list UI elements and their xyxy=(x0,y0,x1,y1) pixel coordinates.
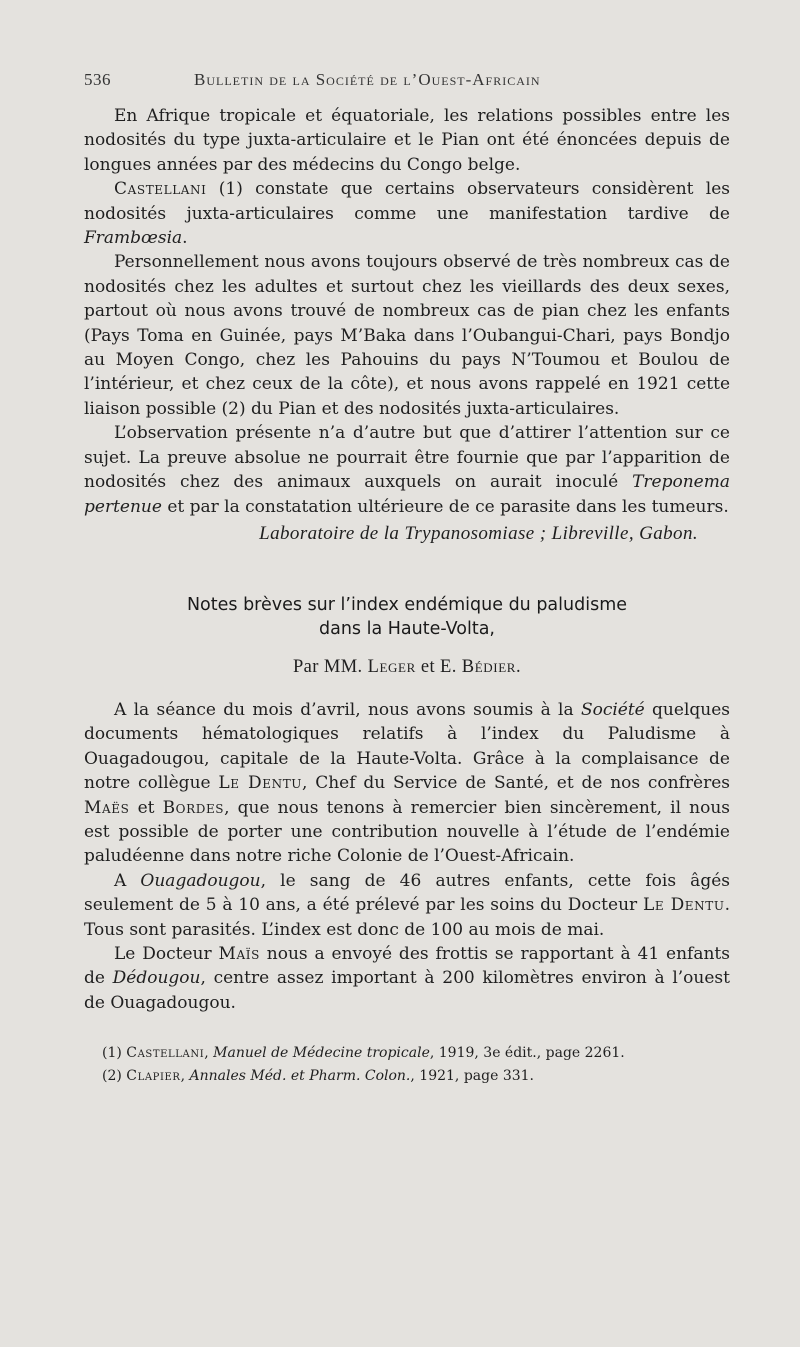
paragraph xyxy=(84,698,730,869)
paragraph-text: et par la constatation ultérieure de ce parasite dans les tumeurs. xyxy=(161,496,729,517)
paragraph-text: nous a envoyé des frottis se rapportant à 41 enfants de xyxy=(84,943,730,989)
footnote xyxy=(102,1042,730,1065)
person-name: Maïs xyxy=(218,943,260,964)
footnote-separator: , xyxy=(204,1045,214,1062)
authors-end: . xyxy=(516,656,522,677)
footnote-title: Manuel de Médecine tropicale xyxy=(213,1045,430,1062)
article-title-line: Notes brèves sur l’index endémique du paludisme xyxy=(186,594,628,615)
paragraph xyxy=(84,177,730,250)
paragraph-text: Personnellement nous avons toujours observé de très nombreux cas de nodosités chez les adultes et surtout chez les vieillards des deux sexes, partout où nous avons trouvé de nombreux cas de pian chez les enfants (Pays Toma en Guinée, pays M’Baka dans l’Oubangui-Chari, pays Bondjo au Moyen Congo, chez les Pahouins du pays N’Toumou et Boulou de l’intérieur, et chez ceux de la côte), et nous avons rappelé en 1921 cette liaison possible (2) du Pian et des nodosités juxta-articulaires. xyxy=(84,252,730,419)
person-name: Le Dentu xyxy=(218,773,303,794)
italic-term: Ouagadougou xyxy=(140,870,261,891)
italic-term: Treponema pertenue xyxy=(84,472,730,517)
italic-term: Dédougou xyxy=(112,968,201,989)
paragraph-text: . xyxy=(182,228,188,249)
paragraph xyxy=(84,942,730,1015)
paragraph-text: (1) constate que certains observateurs considèrent les nodosités juxta-articulaires comme une manifestation tardive de xyxy=(84,179,730,224)
paragraph xyxy=(84,104,730,177)
page-number: 536 xyxy=(84,70,111,89)
paragraph-text: , Chef du Service de Santé, et de nos confrères xyxy=(302,773,730,794)
footnote-details: , 1919, 3e édit., page 2261. xyxy=(429,1045,625,1062)
footnote-separator: , xyxy=(180,1068,190,1085)
paragraph-text: , le sang de 46 autres enfants, cette fois âgés seulement de 5 à 10 ans, a été prélevé par les soins du Docteur xyxy=(84,870,730,916)
italic-term: Frambœsia xyxy=(84,228,183,249)
paragraph-text: A la séance du mois d’avril, nous avons soumis à la xyxy=(114,699,581,720)
article-signature: Laboratoire de la Trypanosomiase ; Libreville, Gabon. xyxy=(259,522,698,544)
footnotes xyxy=(84,1042,730,1088)
footnote xyxy=(102,1065,730,1088)
paragraph-text: . Tous sont parasités. L’index est donc de 100 au mois de mai. xyxy=(84,895,730,940)
footnote-details: , 1921, page 331. xyxy=(410,1068,534,1085)
paragraph xyxy=(84,421,730,519)
paragraph-text: L’observation présente n’a d’autre but que d’attirer l’attention sur ce sujet. La preuve absolue ne pourrait être fournie que par l’apparition de nodosités chez des animaux auxquels on aurait inoculé xyxy=(84,423,730,493)
authors-separator: et E. xyxy=(415,656,462,677)
paragraph-text: , centre assez important à 200 kilomètres environ à l’ouest de Ouagadougou. xyxy=(84,968,730,1013)
paragraph-text: En Afrique tropicale et équatoriale, les relations possibles entre les nodosités du type juxta-articulaire et le Pian ont été énoncées depuis de longues années par des médecins du Congo belge. xyxy=(84,106,730,175)
footnote-author: Clapier xyxy=(126,1068,181,1085)
paragraph-text: quelques documents hématologiques relatifs à l’index du Paludisme à Ouagadougou, capitale de la Haute-Volta. Grâce à la complaisance de notre collègue xyxy=(84,699,730,794)
person-name: Le Dentu xyxy=(642,895,725,916)
author-name: Leger xyxy=(367,656,416,677)
paragraph xyxy=(84,250,730,421)
footnote-number: (1) xyxy=(102,1045,127,1062)
footnote-number: (2) xyxy=(102,1068,127,1085)
article-title xyxy=(84,593,730,641)
paragraph-text: et xyxy=(129,797,163,818)
paragraph-text: Le Docteur xyxy=(114,943,219,964)
journal-title: Bulletin de la Société de l’Ouest-Africain xyxy=(194,70,541,89)
italic-term: Société xyxy=(580,699,645,720)
footnote-author: Castellani xyxy=(126,1045,205,1062)
article-title-line: dans la Haute-Volta, xyxy=(319,618,495,639)
paragraph-text: , que nous tenons à remercier bien sincèrement, il nous est possible de porter une contribution nouvelle à l’étude de l’endémie paludéenne dans notre riche Colonie de l’Ouest-Africain. xyxy=(84,797,730,867)
author-name: Bédier xyxy=(461,656,517,677)
person-name: Bordes xyxy=(162,797,225,818)
person-name: Maës xyxy=(84,797,130,818)
author-name: Castellani xyxy=(114,179,207,200)
footnote-title: Annales Méd. et Pharm. Colon. xyxy=(189,1068,411,1085)
paragraph-text: A xyxy=(114,870,141,891)
running-head xyxy=(84,70,730,90)
authors-prefix: Par MM. xyxy=(292,656,368,677)
paragraph xyxy=(84,869,730,942)
article-authors xyxy=(84,657,730,678)
